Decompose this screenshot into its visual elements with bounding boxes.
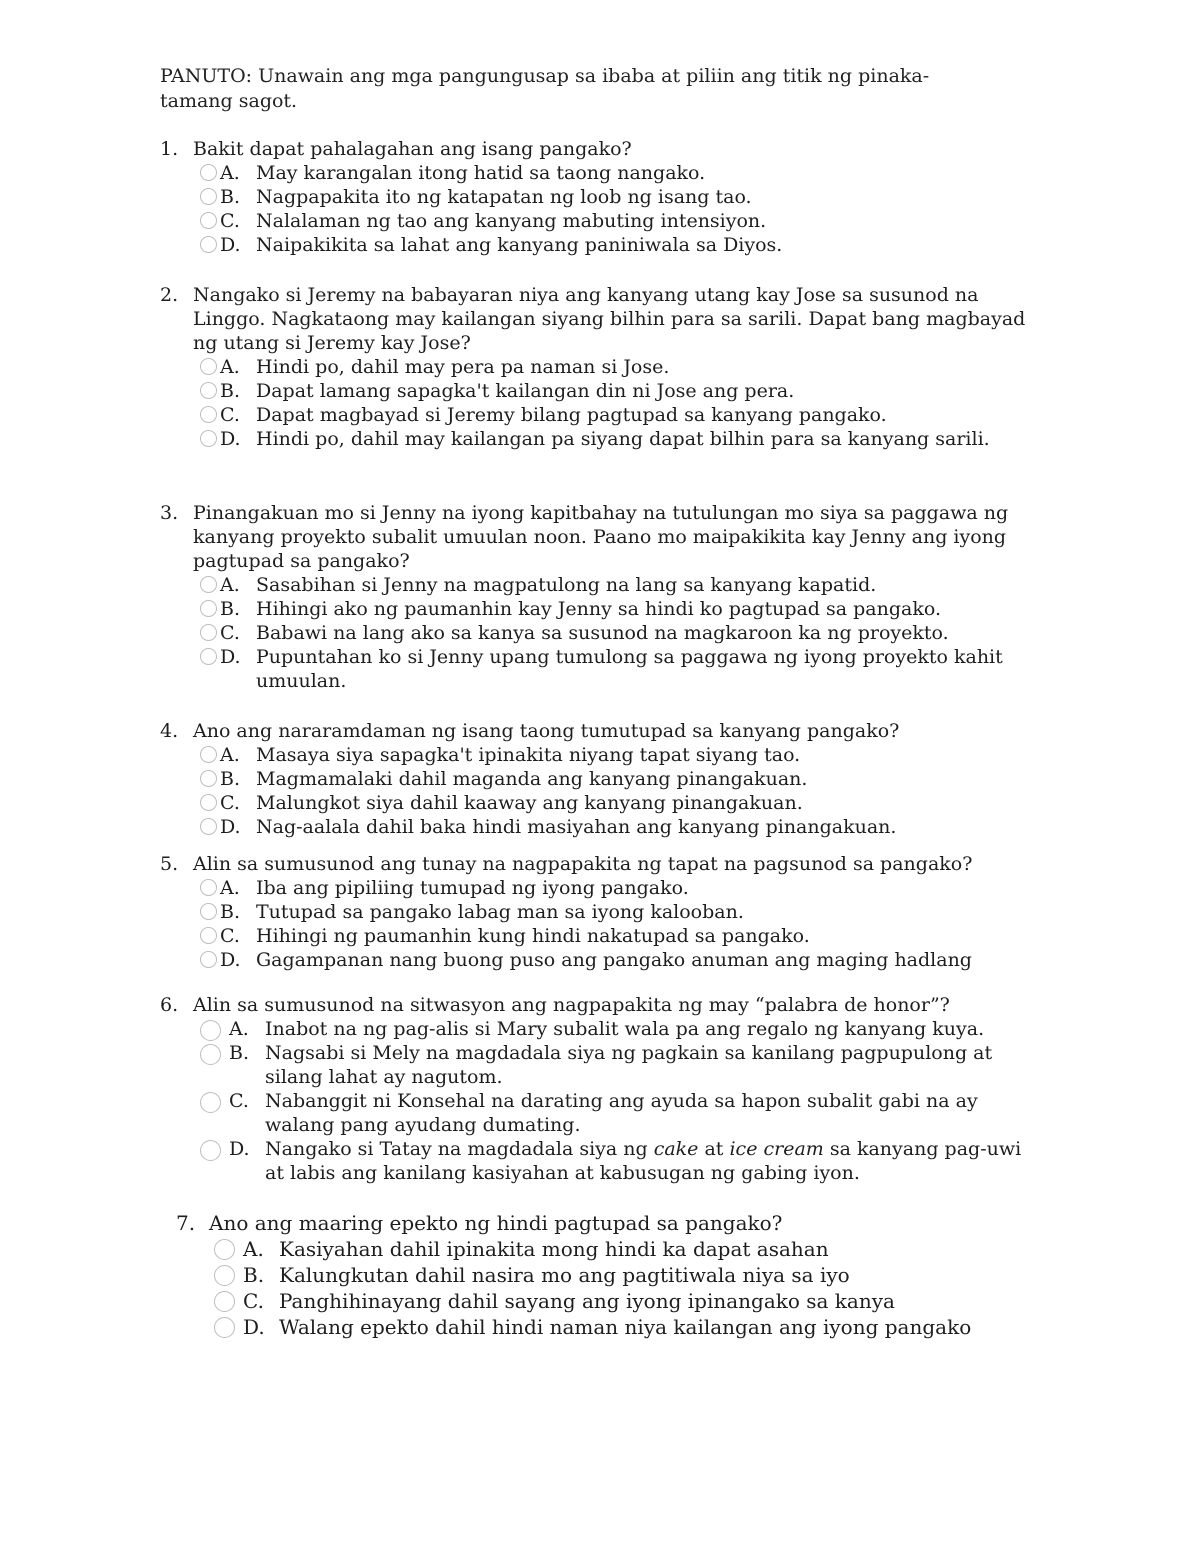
option-b[interactable] <box>200 1041 1038 1089</box>
option-b[interactable] <box>214 1262 1029 1288</box>
radio-circle-icon[interactable] <box>200 648 217 665</box>
option-letter: D. <box>220 816 241 838</box>
option-letter: D. <box>229 1138 250 1160</box>
question-text: Bakit dapat pahalagahan ang isang pangako? <box>193 138 632 160</box>
option-text: Hindi po, dahil may kailangan pa siyang dapat bilhin para sa kanyang sarili. <box>256 428 990 450</box>
option-text: Nalalaman ng tao ang kanyang mabuting intensiyon. <box>256 210 767 232</box>
radio-circle-icon[interactable] <box>214 1317 235 1338</box>
radio-circle-icon[interactable] <box>200 382 217 399</box>
option-letter: B. <box>243 1263 265 1287</box>
option-letter: C. <box>220 792 240 814</box>
instructions: PANUTO: Unawain ang mga pangungusap sa ibaba at piliin ang titik ng pinaka-tamang sagot. <box>160 65 930 112</box>
radio-circle-icon[interactable] <box>200 927 217 944</box>
option-letter: D. <box>220 234 241 256</box>
radio-circle-icon[interactable] <box>200 951 217 968</box>
radio-circle-icon[interactable] <box>200 1044 221 1065</box>
question-header <box>160 719 1038 743</box>
option-c[interactable] <box>214 1288 1029 1314</box>
question-3 <box>160 501 1038 693</box>
option-text: Nag-aalala dahil baka hindi masiyahan ang kanyang pinangakuan. <box>256 816 897 838</box>
question-2 <box>160 283 1038 451</box>
option-text: Nagpapakita ito ng katapatan ng loob ng isang tao. <box>256 186 752 208</box>
question-text: Nangako si Jeremy na babayaran niya ang kanyang utang kay Jose sa susunod na Linggo. Nagkataong may kailangan siyang bilhin para sa sarili. Dapat bang magbayad ng utang si Jeremy kay Jose? <box>193 284 1026 354</box>
question-number: 7. <box>176 1211 196 1235</box>
option-c[interactable] <box>200 1089 1038 1137</box>
option-text: Tutupad sa pangako labag man sa iyong kalooban. <box>256 901 744 923</box>
radio-circle-icon[interactable] <box>200 624 217 641</box>
option-c[interactable] <box>200 791 1038 815</box>
radio-circle-icon[interactable] <box>200 879 217 896</box>
radio-circle-icon[interactable] <box>200 794 217 811</box>
option-c[interactable] <box>200 403 1038 427</box>
option-text: Kasiyahan dahil ipinakita mong hindi ka dapat asahan <box>279 1237 829 1261</box>
option-letter: B. <box>220 598 241 620</box>
option-text: Nabanggit ni Konsehal na darating ang ayuda sa hapon subalit gabi na ay walang pang ayudang dumating. <box>265 1090 978 1136</box>
question-6 <box>160 993 1038 1185</box>
question-header <box>160 283 1038 355</box>
italic-word: cake <box>653 1138 699 1160</box>
option-text: Dapat magbayad si Jeremy bilang pagtupad sa kanyang pangako. <box>256 404 887 426</box>
option-a[interactable] <box>214 1236 1029 1262</box>
radio-circle-icon[interactable] <box>214 1265 235 1286</box>
option-b[interactable] <box>200 185 1038 209</box>
option-letter: C. <box>220 925 240 947</box>
question-text: Ano ang maaring epekto ng hindi pagtupad sa pangako? <box>209 1211 783 1235</box>
option-letter: D. <box>220 949 241 971</box>
question-header <box>160 993 1038 1017</box>
option-a[interactable] <box>200 355 1038 379</box>
option-d[interactable] <box>200 815 1038 839</box>
option-text: Naipakikita sa lahat ang kanyang paniniwala sa Diyos. <box>256 234 783 256</box>
option-letter: C. <box>220 210 240 232</box>
radio-circle-icon[interactable] <box>200 430 217 447</box>
option-letter: D. <box>220 428 241 450</box>
option-b[interactable] <box>200 379 1038 403</box>
option-text: Masaya siya sapagka't ipinakita niyang tapat siyang tao. <box>256 744 801 766</box>
option-letter: C. <box>243 1289 264 1313</box>
option-text: May karangalan itong hatid sa taong nangako. <box>256 162 706 184</box>
option-text: Hindi po, dahil may pera pa naman si Jose. <box>256 356 670 378</box>
option-d[interactable] <box>200 233 1038 257</box>
radio-circle-icon[interactable] <box>200 406 217 423</box>
option-text: Nangako si Tatay na magdadala siya ng cake at ice cream sa kanyang pag-uwi at labis ang kanilang kasiyahan at kabusugan ng gabing iyon. <box>265 1138 1022 1184</box>
option-letter: C. <box>220 404 240 426</box>
option-letter: B. <box>220 380 241 402</box>
option-a[interactable] <box>200 876 1038 900</box>
option-letter: B. <box>229 1042 250 1064</box>
option-b[interactable] <box>200 767 1038 791</box>
option-b[interactable] <box>200 900 1038 924</box>
option-letter: A. <box>243 1237 264 1261</box>
option-c[interactable] <box>200 209 1038 233</box>
question-1 <box>160 137 1038 257</box>
question-7 <box>176 1210 1029 1340</box>
italic-word: ice cream <box>729 1138 824 1160</box>
radio-circle-icon[interactable] <box>200 903 217 920</box>
radio-circle-icon[interactable] <box>214 1291 235 1312</box>
option-d[interactable] <box>200 1137 1038 1185</box>
option-letter: C. <box>220 622 240 644</box>
question-header <box>160 137 1038 161</box>
question-text: Ano ang nararamdaman ng isang taong tumutupad sa kanyang pangako? <box>193 720 900 742</box>
option-d[interactable] <box>200 645 1038 693</box>
radio-circle-icon[interactable] <box>200 212 217 229</box>
option-letter: A. <box>220 162 240 184</box>
question-number: 2. <box>160 284 179 306</box>
option-c[interactable] <box>200 621 1038 645</box>
question-number: 1. <box>160 138 179 160</box>
radio-circle-icon[interactable] <box>200 600 217 617</box>
question-number: 6. <box>160 994 179 1016</box>
option-text: Babawi na lang ako sa kanya sa susunod na magkaroon ka ng proyekto. <box>256 622 949 644</box>
option-text: Gagampanan nang buong puso ang pangako anuman ang maging hadlang <box>256 949 972 971</box>
question-header <box>160 501 1038 573</box>
question-5 <box>160 852 1038 972</box>
question-number: 4. <box>160 720 179 742</box>
option-text: Sasabihan si Jenny na magpatulong na lang sa kanyang kapatid. <box>256 574 877 596</box>
option-text: Magmamalaki dahil maganda ang kanyang pinangakuan. <box>256 768 808 790</box>
radio-circle-icon[interactable] <box>200 770 217 787</box>
question-4 <box>160 719 1038 839</box>
radio-circle-icon[interactable] <box>200 1092 221 1113</box>
option-letter: A. <box>220 877 240 899</box>
radio-circle-icon[interactable] <box>200 1140 221 1161</box>
radio-circle-icon[interactable] <box>200 236 217 253</box>
option-text: Walang epekto dahil hindi naman niya kailangan ang iyong pangako <box>279 1315 972 1339</box>
option-text: Hihingi ng paumanhin kung hindi nakatupad sa pangako. <box>256 925 810 947</box>
option-letter: A. <box>220 574 240 596</box>
question-text: Pinangakuan mo si Jenny na iyong kapitbahay na tutulungan mo siya sa paggawa ng kanyang proyekto subalit umuulan noon. Paano mo maipakikita kay Jenny ang iyong pagtupad sa pangako? <box>193 502 1009 572</box>
option-letter: A. <box>220 744 240 766</box>
radio-circle-icon[interactable] <box>200 358 217 375</box>
radio-circle-icon[interactable] <box>200 746 217 763</box>
option-letter: C. <box>229 1090 249 1112</box>
radio-circle-icon[interactable] <box>200 818 217 835</box>
option-a[interactable] <box>200 161 1038 185</box>
radio-circle-icon[interactable] <box>200 164 217 181</box>
option-d[interactable] <box>200 427 1038 451</box>
option-a[interactable] <box>200 743 1038 767</box>
question-number: 3. <box>160 502 179 524</box>
option-a[interactable] <box>200 1017 1038 1041</box>
option-d[interactable] <box>214 1314 1029 1340</box>
radio-circle-icon[interactable] <box>200 576 217 593</box>
option-text: Pupuntahan ko si Jenny upang tumulong sa paggawa ng iyong proyekto kahit umuulan. <box>256 646 1003 692</box>
option-text: Dapat lamang sapagka't kailangan din ni Jose ang pera. <box>256 380 795 402</box>
option-letter: A. <box>229 1018 249 1040</box>
option-letter: B. <box>220 768 241 790</box>
option-b[interactable] <box>200 597 1038 621</box>
option-text: Hihingi ako ng paumanhin kay Jenny sa hindi ko pagtupad sa pangako. <box>256 598 942 620</box>
option-c[interactable] <box>200 924 1038 948</box>
option-letter: B. <box>220 901 241 923</box>
question-number: 5. <box>160 853 179 875</box>
option-text: Malungkot siya dahil kaaway ang kanyang pinangakuan. <box>256 792 803 814</box>
option-text: Panghihinayang dahil sayang ang iyong ipinangako sa kanya <box>279 1289 895 1313</box>
option-letter: B. <box>220 186 241 208</box>
radio-circle-icon[interactable] <box>200 188 217 205</box>
option-d[interactable] <box>200 948 1038 972</box>
question-text: Alin sa sumusunod na sitwasyon ang nagpapakita ng may “palabra de honor”? <box>193 994 950 1016</box>
option-a[interactable] <box>200 573 1038 597</box>
radio-circle-icon[interactable] <box>200 1020 221 1041</box>
option-letter: D. <box>220 646 241 668</box>
option-letter: D. <box>243 1315 265 1339</box>
option-text: Kalungkutan dahil nasira mo ang pagtitiwala niya sa iyo <box>279 1263 850 1287</box>
radio-circle-icon[interactable] <box>214 1239 235 1260</box>
question-header <box>176 1210 1029 1236</box>
question-text: Alin sa sumusunod ang tunay na nagpapakita ng tapat na pagsunod sa pangako? <box>193 853 973 875</box>
option-text: Nagsabi si Mely na magdadala siya ng pagkain sa kanilang pagpupulong at silang lahat ay nagutom. <box>265 1042 993 1088</box>
option-text: Iba ang pipiliing tumupad ng iyong pangako. <box>256 877 689 899</box>
option-text: Inabot na ng pag-alis si Mary subalit wala pa ang regalo ng kanyang kuya. <box>265 1018 985 1040</box>
question-header <box>160 852 1038 876</box>
option-letter: A. <box>220 356 240 378</box>
